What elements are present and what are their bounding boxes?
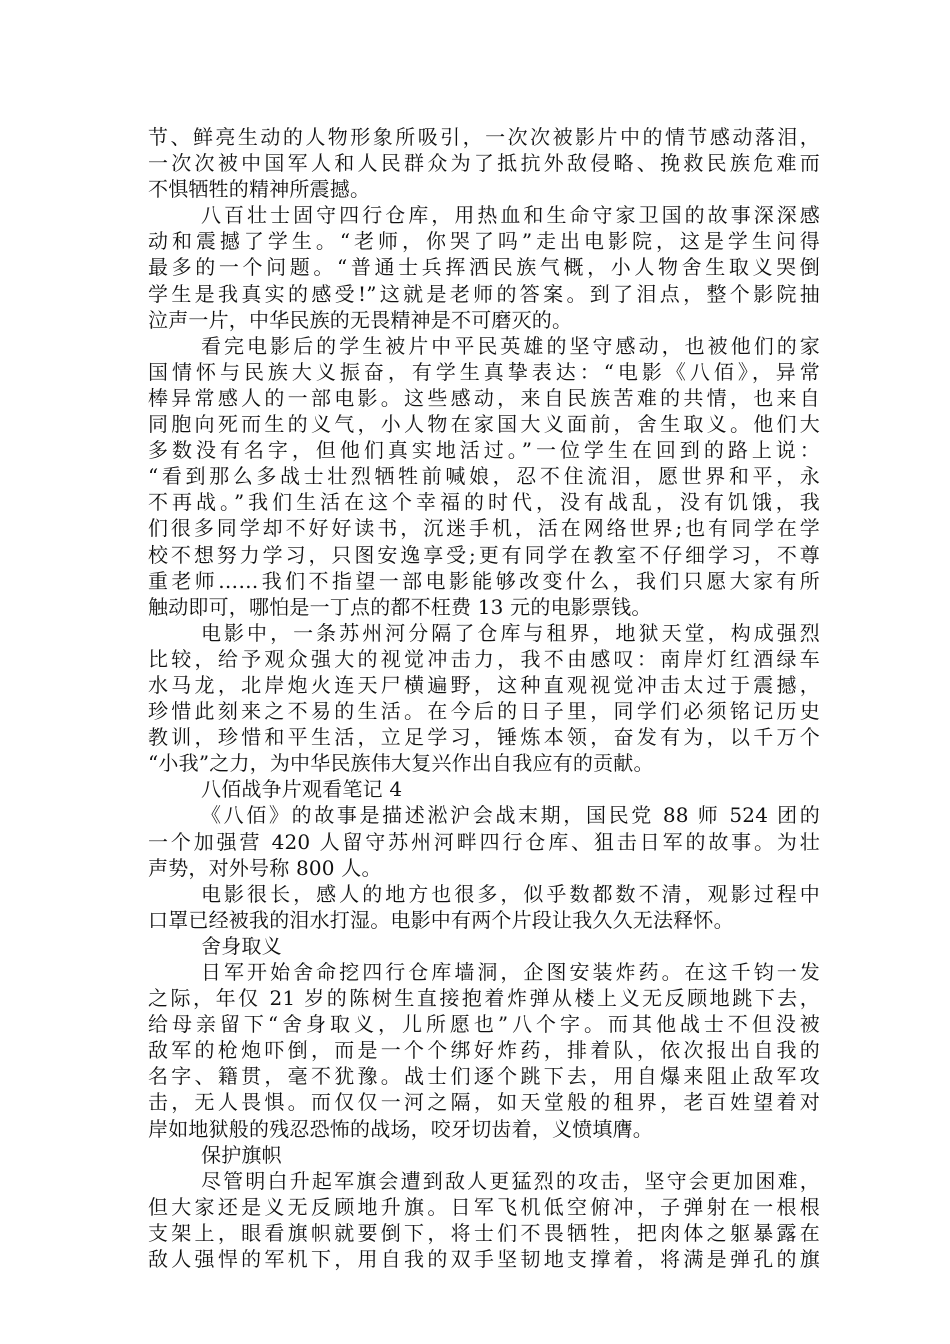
text-line: 棒异常感人的一部电影。这些感动，来自民族苦难的共情，也来自 bbox=[148, 385, 820, 410]
text-line: 八佰战争片观看笔记 4 bbox=[201, 777, 403, 802]
text-line: 节、鲜亮生动的人物形象所吸引，一次次被影片中的情节感动落泪， bbox=[148, 125, 820, 149]
text-line: 之际，年仅 21 岁的陈树生直接抱着炸弹从楼上义无反顾地跳下去， bbox=[148, 986, 820, 1011]
text-line: 校不想努力学习，只图安逸享受;更有同学在教室不仔细学习，不尊 bbox=[148, 542, 820, 567]
text-line: 动和震撼了学生。“老师，你哭了吗”走出电影院，这是学生问得 bbox=[148, 229, 820, 254]
text-line: 敌军的枪炮吓倒，而是一个个绑好炸药，排着队，依次报出自我的 bbox=[148, 1038, 820, 1063]
text-line: 电影很长，感人的地方也很多，似乎数都数不清，观影过程中 bbox=[201, 881, 820, 906]
text-line: 国情怀与民族大义振奋，有学生真挚表达：“电影《八佰》，异常 bbox=[148, 359, 820, 384]
text-line: 保护旗帜 bbox=[201, 1142, 282, 1167]
text-line: “小我”之力，为中华民族伟大复兴作出自我应有的贡献。 bbox=[148, 751, 654, 776]
text-line: 八百壮士固守四行仓库，用热血和生命守家卫国的故事深深感 bbox=[201, 203, 820, 228]
text-line: 们很多同学却不好好读书，沉迷手机，活在网络世界;也有同学在学 bbox=[148, 516, 820, 541]
text-line: 多数没有名字，但他们真实地活过。”一位学生在回到的路上说： bbox=[148, 438, 820, 463]
text-line: 岸如地狱般的残忍恐怖的战场，咬牙切齿着，义愤填膺。 bbox=[148, 1116, 653, 1141]
text-line: 比较，给予观众强大的视觉冲击力，我不由感叹：南岸灯红酒绿车 bbox=[148, 646, 820, 671]
text-line: 敌人强悍的军机下，用自我的双手坚韧地支撑着，将满是弹孔的旗 bbox=[148, 1247, 820, 1272]
text-line: 一次次被中国军人和人民群众为了抵抗外敌侵略、挽救民族危难而 bbox=[148, 151, 820, 176]
text-line: 水马龙，北岸炮火连天尸横遍野，这种直观视觉冲击太过于震撼， bbox=[148, 672, 820, 697]
text-line: 看完电影后的学生被片中平民英雄的坚守感动，也被他们的家 bbox=[201, 333, 820, 358]
text-line: “看到那么多战士壮烈牺牲前喊娘，忍不住流泪，愿世界和平，永 bbox=[148, 464, 820, 489]
text-line: 触动即可，哪怕是一丁点的都不枉费 13 元的电影票钱。 bbox=[148, 594, 652, 619]
text-line: 声势，对外号称 800 人。 bbox=[148, 855, 382, 880]
text-line: 给母亲留下“舍身取义，儿所愿也”八个字。而其他战士不但没被 bbox=[148, 1012, 820, 1037]
text-line: 珍惜此刻来之不易的生活。在今后的日子里，同学们必须铭记历史 bbox=[148, 699, 820, 724]
text-line: 教训，珍惜和平生活，立足学习，锤炼本领，奋发有为，以千万个 bbox=[148, 725, 820, 750]
text-line: 击，无人畏惧。而仅仅一河之隔，如天堂般的租界，老百姓望着对 bbox=[148, 1090, 820, 1115]
text-line: 不惧牺牲的精神所震撼。 bbox=[148, 177, 371, 202]
text-line: 不再战。”我们生活在这个幸福的时代，没有战乱，没有饥饿，我 bbox=[148, 490, 820, 515]
text-line: 电影中，一条苏州河分隔了仓库与租界，地狱天堂，构成强烈 bbox=[201, 620, 820, 645]
text-line: 同胞向死而生的义气，小人物在家国大义面前，舍生取义。他们大 bbox=[148, 412, 820, 437]
text-line: 一个加强营 420 人留守苏州河畔四行仓库、狙击日军的故事。为壮 bbox=[148, 829, 820, 854]
text-line: 最多的一个问题。“普通士兵挥洒民族气概，小人物舍生取义哭倒 bbox=[148, 255, 820, 280]
text-line: 但大家还是义无反顾地升旗。日军飞机低空俯冲，子弹射在一根根 bbox=[148, 1194, 820, 1219]
text-line: 口罩已经被我的泪水打湿。电影中有两个片段让我久久无法释怀。 bbox=[148, 907, 734, 932]
text-line: 名字、籍贯，毫不犹豫。战士们逐个跳下去，用自爆来阻止敌军攻 bbox=[148, 1064, 820, 1089]
text-line: 重老师……我们不指望一部电影能够改变什么，我们只愿大家有所 bbox=[148, 568, 820, 593]
text-line: 支架上，眼看旗帜就要倒下，将士们不畏牺牲，把肉体之躯暴露在 bbox=[148, 1220, 820, 1245]
document-body-text bbox=[148, 124, 820, 1272]
text-line: 尽管明白升起军旗会遭到敌人更猛烈的攻击，坚守会更加困难， bbox=[201, 1168, 820, 1193]
text-line: 舍身取义 bbox=[201, 933, 282, 958]
text-line: 学生是我真实的感受!”这就是老师的答案。到了泪点，整个影院抽 bbox=[148, 281, 820, 306]
text-line: 泣声一片，中华民族的无畏精神是不可磨灭的。 bbox=[148, 307, 573, 332]
text-line: 《八佰》的故事是描述淞沪会战末期，国民党 88 师 524 团的 bbox=[201, 803, 820, 828]
text-line: 日军开始舍命挖四行仓库墙洞，企图安装炸药。在这千钧一发 bbox=[201, 960, 820, 984]
